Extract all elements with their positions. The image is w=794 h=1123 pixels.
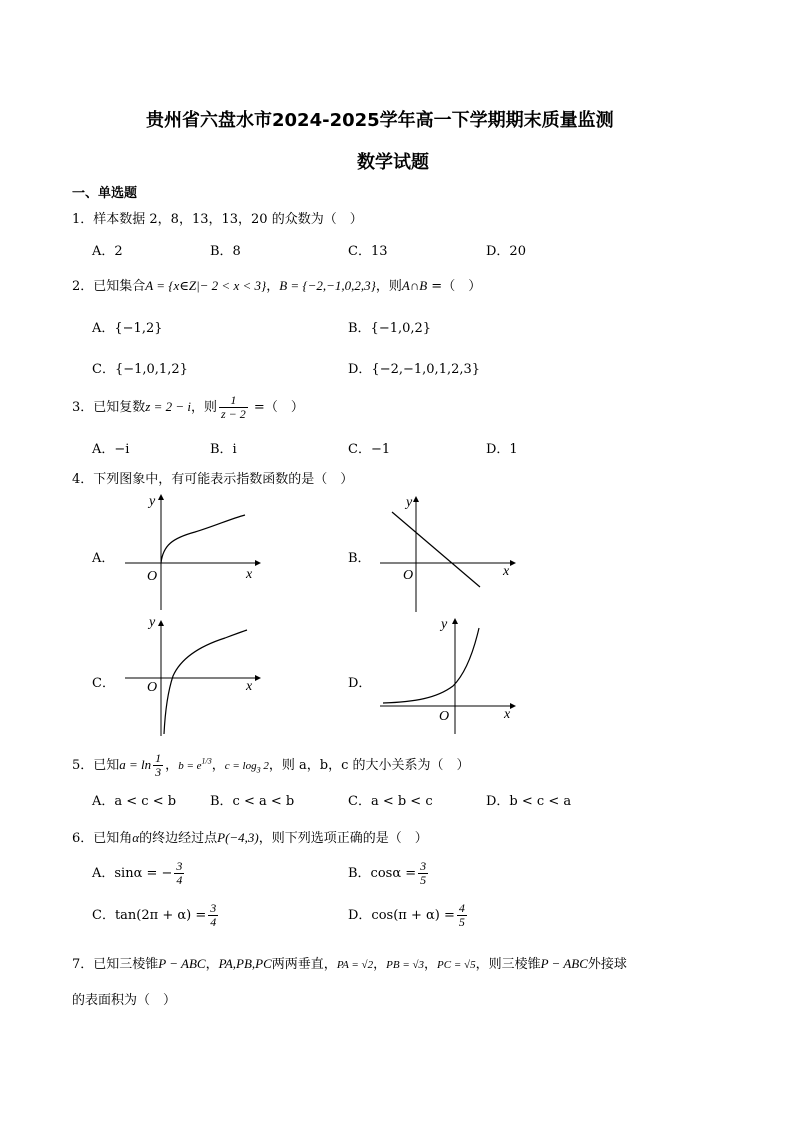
q6-text-c: ，则下列选项正确的是（ ） (258, 831, 428, 846)
q6-c-num: 3 (210, 901, 217, 915)
q3-option-a: A．−i (92, 442, 130, 457)
q7-pyramid-2: P − ABC (540, 956, 588, 971)
page-subtitle: 数学试题 (357, 152, 429, 173)
q7-text-e: 外接球 (587, 957, 627, 972)
q1-option-a: A．2 (92, 244, 123, 259)
graph-b-y-label: y (406, 495, 413, 510)
question-1-stem: 1．样本数据 2，8，13，13，20 的众数为（ ） (72, 212, 363, 227)
q5-a-expr: a = ln (119, 757, 152, 772)
q7-text-c: 两两垂直， (271, 957, 337, 972)
q2-text-a: 2．已知集合 (72, 279, 146, 294)
q4-label-b: B． (348, 551, 371, 566)
q5-b-expr: b = e (178, 760, 202, 772)
graph-c-y-label: y (149, 615, 156, 630)
q1-option-b: B．8 (210, 244, 241, 259)
q6-option-a-fraction (174, 860, 184, 887)
q3-frac-num: 1 (219, 394, 248, 408)
q4-label-a: A． (92, 551, 115, 566)
q6-option-a (92, 860, 186, 887)
q5-c-tail: 2 (260, 760, 269, 772)
q3-text-a: 3．已知复数 (72, 400, 146, 415)
graph-c (115, 614, 265, 739)
q6-c-den: 4 (210, 915, 217, 929)
question-5-stem: 5．已知a = ln $\frac{1}{3}$ ，$b = e^{1/3}$，$c = \log_3 2$，则 a，b，c 的大小关系为（ ） (72, 751, 470, 779)
q6-option-a-text: A．sinα = − (92, 866, 173, 881)
q7-text-b: ， (205, 957, 219, 972)
q6-d-num: 4 (458, 901, 465, 915)
question-6-stem (72, 827, 428, 846)
q2-option-b: B．{−1,0,2} (348, 321, 432, 336)
q6-d-den: 5 (458, 915, 465, 929)
q3-frac-den: z − 2 (221, 407, 246, 421)
q6-option-b (348, 860, 430, 887)
q5-text-a: 5．已知 (72, 758, 120, 773)
q5-a-fraction (153, 752, 163, 779)
q3-fraction (219, 394, 248, 421)
page-title: 贵州省六盘水市2024-2025学年高一下学期期末质量监测 (146, 110, 614, 131)
q5-a-num: 1 (155, 751, 162, 765)
question-2-stem (72, 275, 481, 294)
question-3-stem (72, 394, 304, 421)
q6-text-b: 的终边经过点 (139, 831, 218, 846)
q6-option-c (92, 902, 220, 929)
graph-d-origin: O (439, 709, 450, 724)
q6-option-b-fraction (418, 860, 428, 887)
q5-option-a: A．a < c < b (92, 794, 177, 809)
q5-option-c: C．a < b < c (348, 794, 433, 809)
graph-b (370, 490, 520, 615)
q2-set-a: A = {x∈Z|− 2 < x < 3} (145, 278, 267, 293)
q2-expr: A∩B (401, 278, 428, 293)
graph-b-origin: O (403, 568, 414, 583)
q7-pyramid-1: P − ABC (158, 956, 206, 971)
q3-complex: z = 2 − i (145, 399, 191, 414)
graph-d (375, 614, 525, 734)
q7-pb: PB = √3 (386, 959, 425, 971)
q3-text-c: =（ ） (249, 400, 304, 415)
q5-c-expr: c = log (224, 760, 257, 772)
question-7-line-2: 的表面积为（ ） (72, 993, 177, 1008)
q7-text-d: ，则三棱锥 (475, 957, 541, 972)
section-heading: 一、单选题 (72, 186, 138, 201)
graph-a-x-label: x (246, 567, 253, 582)
q3-option-d: D．1 (486, 442, 518, 457)
graph-d-x-label: x (504, 707, 511, 722)
q6-option-c-text: C．tan(2π + α) = (92, 908, 207, 923)
q4-label-d: D． (348, 676, 372, 691)
q6-option-d-fraction (457, 902, 467, 929)
q2-option-c: C．{−1,0,1,2} (92, 362, 188, 377)
q1-option-c: C．13 (348, 244, 388, 259)
q2-option-a: A．{−1,2} (92, 321, 163, 336)
question-4-stem: 4．下列图象中，有可能表示指数函数的是（ ） (72, 472, 354, 487)
q2-option-d: D．{−2,−1,0,1,2,3} (348, 362, 481, 377)
question-7-stem: 7．已知三棱锥P − ABC，PA,PB,PC两两垂直，PA = √2，PB = √3，PC = √5，则三棱锥P − ABC外接球 (72, 956, 627, 972)
q6-a-num: 3 (176, 859, 183, 873)
graph-a-origin: O (147, 569, 158, 584)
q7-pc: PC = √5 (437, 959, 476, 971)
q6-option-d-text: D．cos(π + α) = (348, 908, 455, 923)
q7-pa: PA = √2 (336, 959, 374, 971)
q5-option-b: B．c < a < b (210, 794, 295, 809)
q5-option-d: D．b < c < a (486, 794, 572, 809)
q6-option-c-fraction (208, 902, 218, 929)
q5-b-exp: 1/3 (201, 756, 212, 766)
graph-d-y-label: y (441, 617, 448, 632)
q4-label-c: C． (92, 676, 115, 691)
graph-b-x-label: x (503, 564, 510, 579)
graph-a (115, 490, 265, 610)
q5-a-den: 3 (155, 765, 162, 779)
q3-option-b: B．i (210, 442, 237, 457)
graph-c-x-label: x (246, 679, 253, 694)
q2-comma: ， (266, 279, 280, 294)
q6-option-b-text: B．cosα = (348, 866, 417, 881)
q6-a-den: 4 (176, 873, 183, 887)
q6-alpha: α (132, 830, 140, 845)
q2-text-c: =（ ） (427, 279, 482, 294)
q6-point: P(−4,3) (217, 830, 259, 845)
q5-c-sub: 3 (256, 765, 261, 775)
q6-text-a: 6．已知角 (72, 831, 133, 846)
graph-c-origin: O (147, 680, 158, 695)
q2-set-b: B = {−2,−1,0,2,3} (279, 278, 376, 293)
q7-text-a: 7．已知三棱锥 (72, 957, 159, 972)
q2-text-b: ，则 (375, 279, 402, 294)
q3-text-b: ，则 (191, 400, 218, 415)
q1-option-d: D．20 (486, 244, 526, 259)
q3-option-c: C．−1 (348, 442, 391, 457)
q6-b-den: 5 (420, 873, 427, 887)
q6-b-num: 3 (420, 859, 427, 873)
q7-edges: PA,PB,PC (218, 956, 272, 971)
q6-option-d (348, 902, 469, 929)
graph-a-y-label: y (149, 494, 156, 509)
q5-text-b: ，则 a，b，c 的大小关系为（ ） (268, 758, 470, 773)
